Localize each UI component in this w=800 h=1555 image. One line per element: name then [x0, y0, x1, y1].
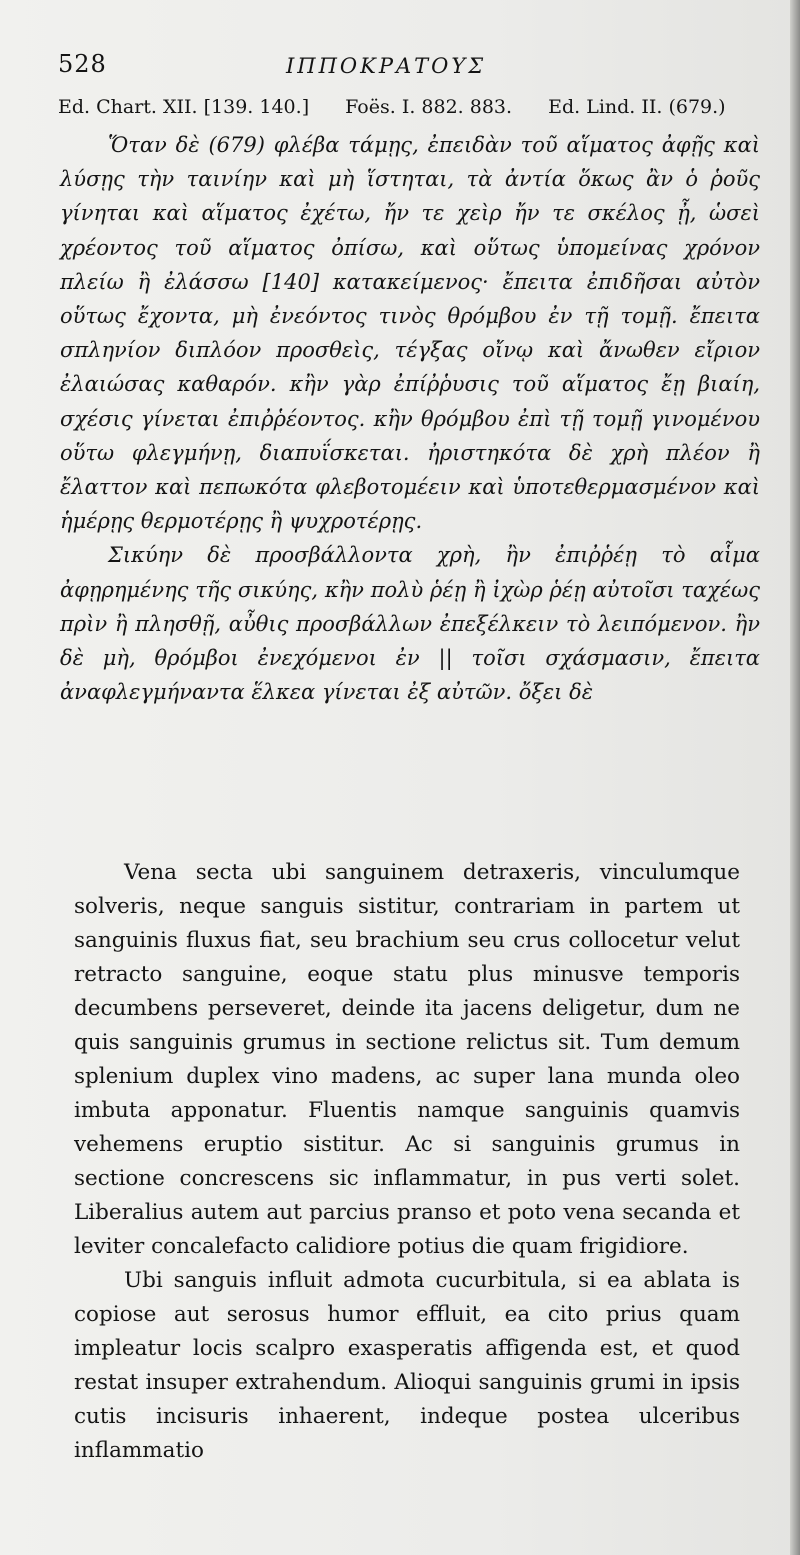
running-head: ΙΠΠΟΚΡΑΤΟΥΣ	[286, 54, 487, 78]
latin-paragraph-2: Ubi sanguis influit admota cucurbitula, si ea ablata is copiose aut serosus humor effluit, ea cito prius quam impleatur locis scalpro exasperatis affigenda est, et quod restat insuper extrahendum. Alioqui sanguinis grumi in ipsis cutis incisuris inhaerent, indeque postea ulceribus inflammatio	[74, 1268, 740, 1463]
ref-chartier: Ed. Chart. XII. [139. 140.]	[58, 96, 310, 118]
page-header	[58, 50, 758, 90]
section-separator	[60, 815, 760, 816]
latin-text-block	[74, 856, 740, 1468]
ref-foes: Foës. I. 882. 883.	[345, 96, 513, 118]
greek-paragraph-1: Ὅταν δὲ (679) φλέβα τάμῃς, ἐπειδὰν τοῦ αἵματος ἀφῇς καὶ λύσῃς τὴν ταινίην καὶ μὴ ἵστηται, τὰ ἀντία ὅκως ἂν ὁ ῥοῦς γίνηται καὶ αἵματος ἐχέτω, ἤν τε χεὶρ ἤν τε σκέλος ᾖ, ὡσεὶ χρέοντος τοῦ αἵματος ὀπίσω, καὶ οὕτως ὑπομείνας χρόνον πλείω ἢ ἐλάσσω [140] κατακείμενος· ἔπειτα ἐπιδῆσαι αὐτὸν οὕτως ἔχοντα, μὴ ἐνεόντος τινὸς θρόμβου ἐν τῇ τομῇ. ἔπειτα σπληνίον διπλόον προσθεὶς, τέγξας οἴνῳ καὶ ἄνωθεν εἴριον ἐλαιώσας καθαρόν. κἢν γὰρ ἐπίῤῥυσις τοῦ αἵματος ἔῃ βιαίη, σχέσις γίνεται ἐπιῤῥέοντος. κἢν θρόμβου ἐπὶ τῇ τομῇ γινομένου οὕτω φλεγμήνῃ, διαπυΐσκεται. ἠριστηκότα δὲ χρὴ πλέον ἢ ἔλαττον καὶ πεπωκότα φλεβοτομέειν καὶ ὑποτεθερμασμένον καὶ ἡμέρῃς θερμοτέρῃς ἢ ψυχροτέρῃς.	[60, 133, 760, 534]
ref-linden: Ed. Lind. II. (679.)	[548, 96, 726, 118]
edition-references	[58, 96, 758, 118]
page-number: 528	[58, 50, 107, 78]
page-binding-edge	[790, 0, 800, 1555]
greek-text-block	[60, 128, 760, 709]
latin-paragraph-1: Vena secta ubi sanguinem detraxeris, vinculumque solveris, neque sanguis sistitur, contrariam in partem ut sanguinis fluxus fiat, seu brachium seu crus collocetur velut retracto sanguine, eoque statu plus minusve temporis decumbens perseveret, deinde ita jacens deligetur, dum ne quis sanguinis grumus in sectione relictus sit. Tum demum splenium duplex vino madens, ac super lana munda oleo imbuta apponatur. Fluentis namque sanguinis quamvis vehemens eruptio sistitur. Ac si sanguinis grumus in sectione concrescens sic inflammatur, in pus verti solet. Liberalius autem aut parcius pranso et poto vena secanda et leviter concalefacto calidiore potius die quam frigidiore.	[74, 860, 740, 1259]
greek-paragraph-2: Σικύην δὲ προσβάλλοντα χρὴ, ἢν ἐπιῤῥέῃ τὸ αἷμα ἀφῃρημένης τῆς σικύης, κἢν πολὺ ῥέῃ ἢ ἰχὼρ ῥέῃ αὐτοῖσι ταχέως πρὶν ἢ πλησθῇ, αὖθις προσβάλλων ἐπεξέλκειν τὸ λειπόμενον. ἢν δὲ μὴ, θρόμβοι ἐνεχόμενοι ἐν || τοῖσι σχάσμασιν, ἔπειτα ἀναφλεγμήναντα ἕλκεα γίνεται ἐξ αὐτῶν. ὄξει δὲ	[60, 543, 760, 705]
